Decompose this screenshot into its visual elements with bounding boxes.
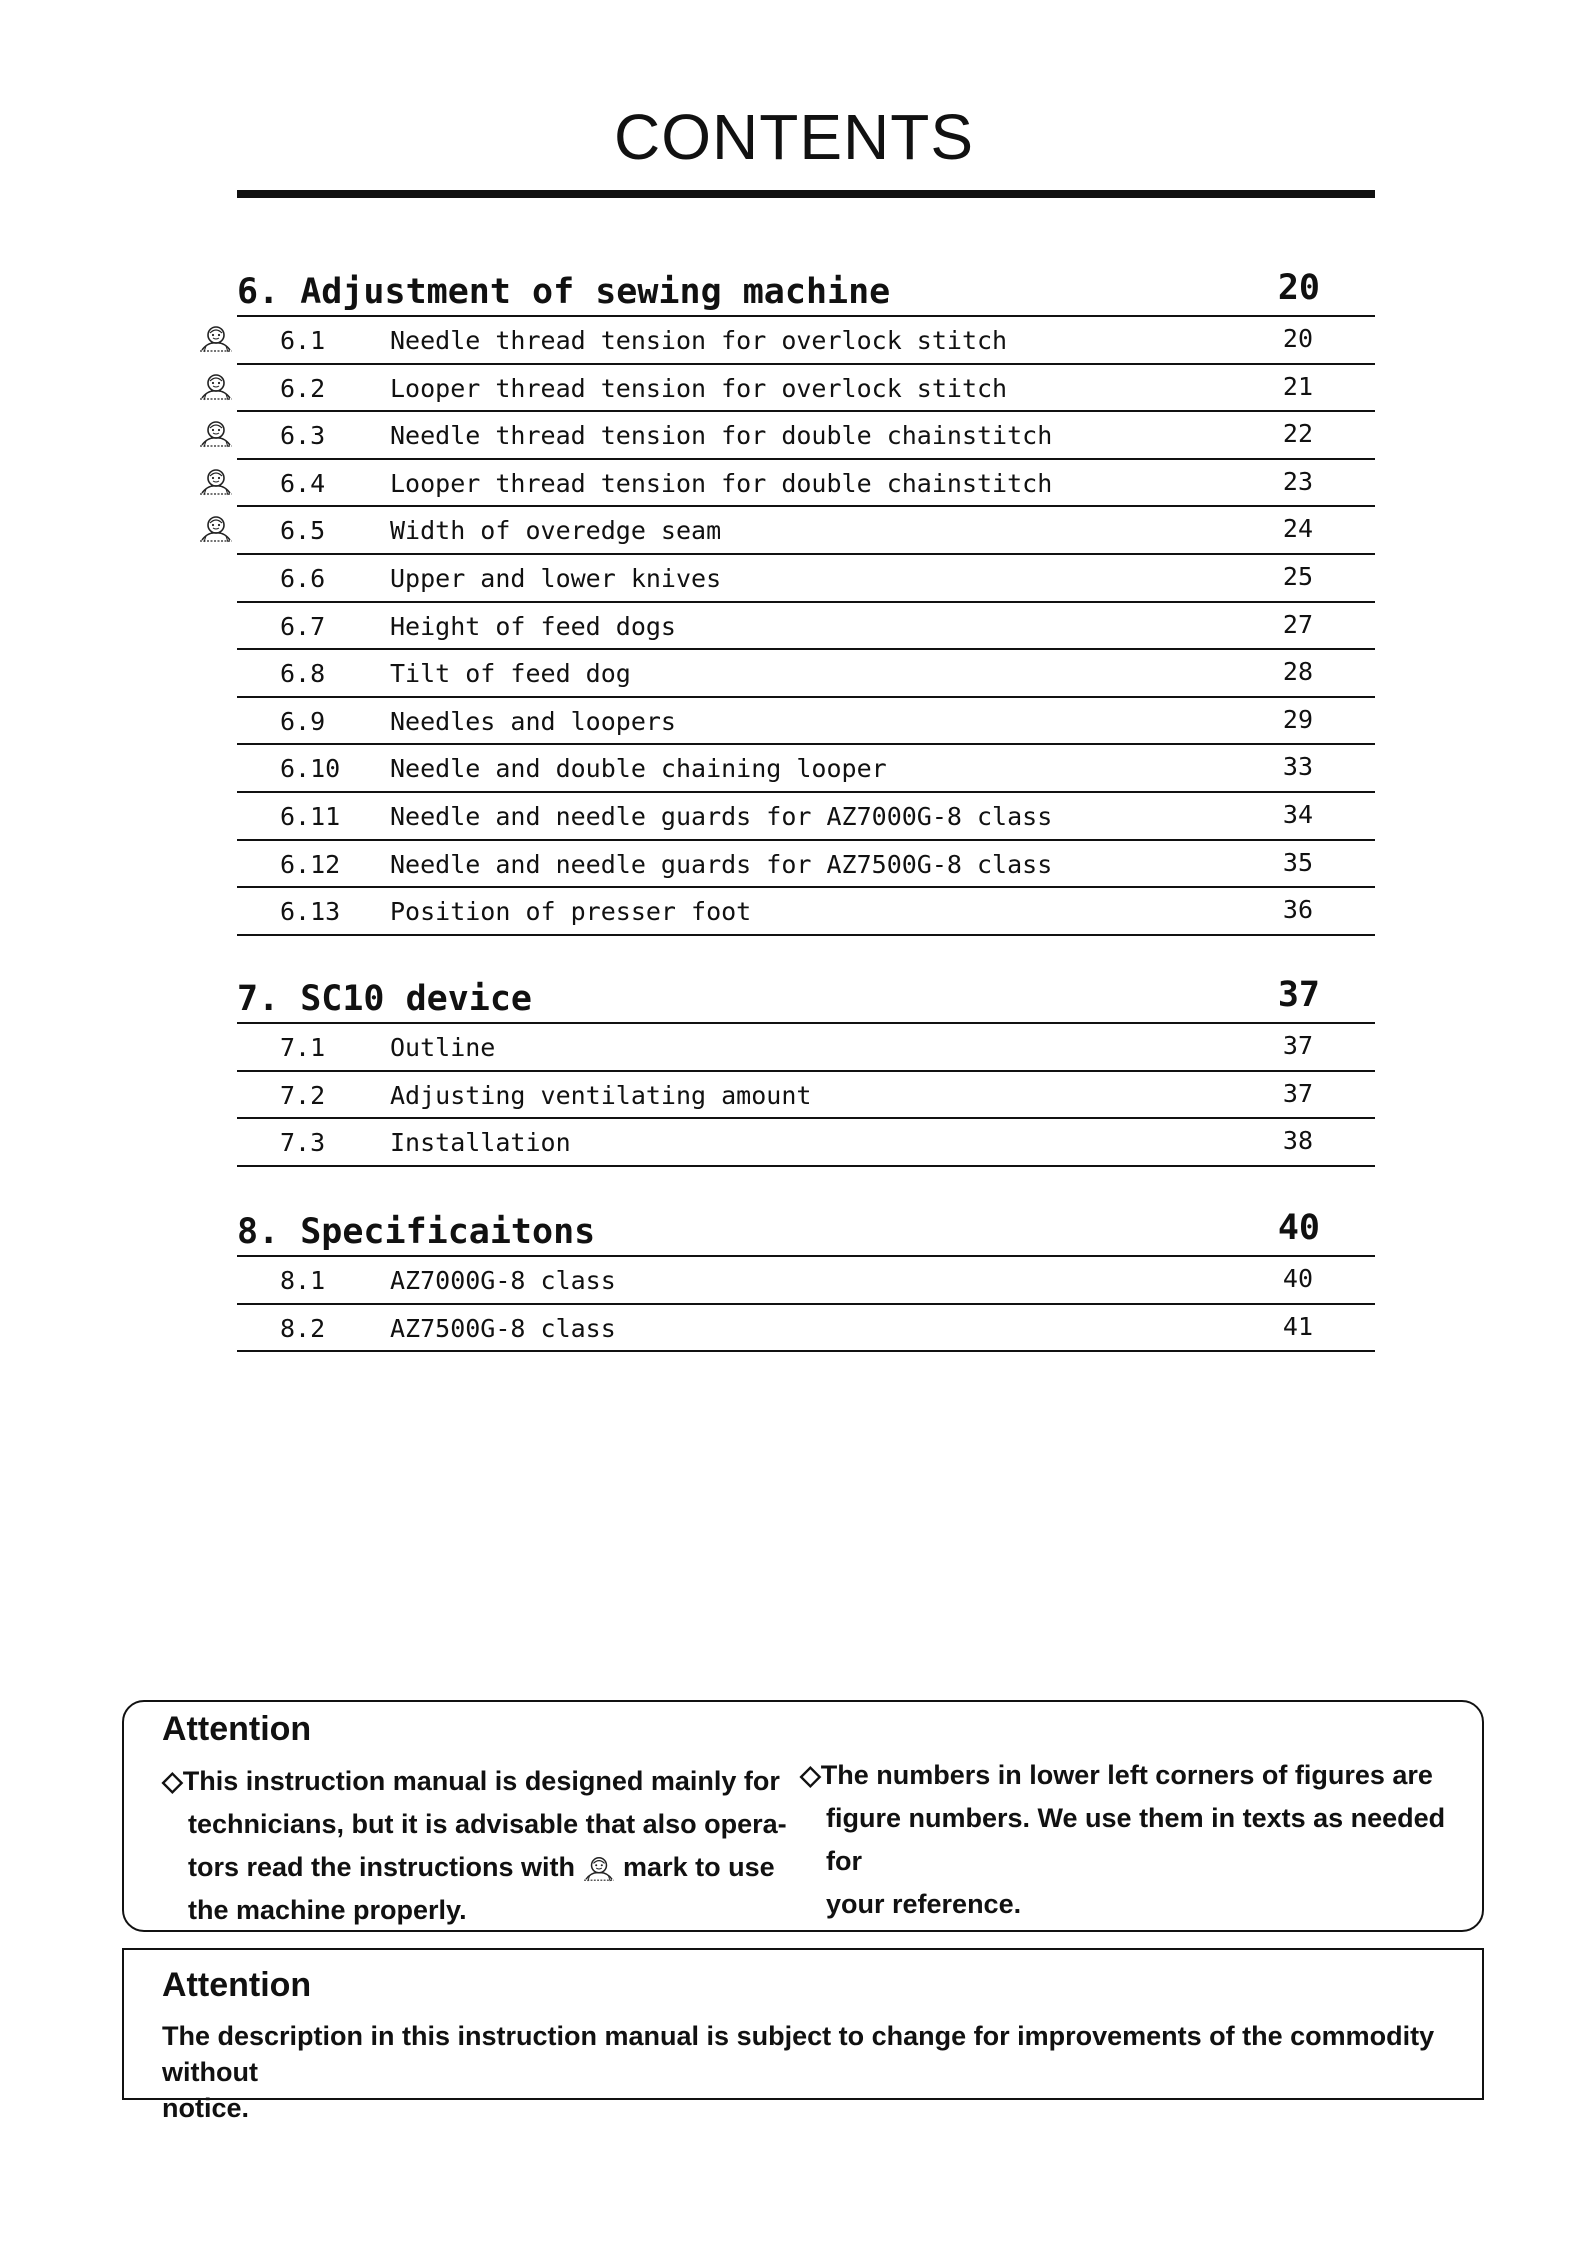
item-title: Adjusting ventilating amount (390, 1080, 812, 1110)
attention-right-text (800, 1754, 1482, 1926)
toc-row (237, 363, 1375, 412)
toc-row (237, 601, 1375, 650)
item-page-number: 22 (1282, 419, 1313, 449)
item-number: 6.12 (280, 849, 341, 879)
item-page-number: 20 (1282, 324, 1313, 353)
item-page-number: 21 (1282, 371, 1313, 401)
attention-notice-line-2: notice. (162, 2093, 250, 2123)
toc-row (237, 648, 1375, 697)
item-title: Needle and double chaining looper (390, 754, 887, 784)
section-title: 8. Specificaitons (237, 1212, 596, 1252)
toc-row (237, 458, 1375, 507)
item-page-number: 28 (1282, 657, 1313, 687)
item-number: 6.13 (280, 897, 341, 927)
item-number: 6.3 (280, 421, 326, 451)
attention-left-line-2: technicians, but it is advisable that also opera- (188, 1809, 787, 1839)
attention-left-line-3a: tors read the instructions with (188, 1852, 576, 1882)
item-number: 6.11 (280, 802, 341, 831)
section-title: 6. Adjustment of sewing machine (237, 272, 891, 312)
attention-heading: Attention (162, 1966, 312, 2004)
item-number: 8.2 (280, 1313, 326, 1343)
item-number: 7.3 (280, 1128, 326, 1158)
toc-row (237, 1303, 1375, 1352)
item-title: Tilt of feed dog (390, 659, 631, 689)
operator-mark-icon (198, 372, 234, 402)
item-title: AZ7000G-8 class (390, 1266, 616, 1295)
toc-row (237, 1255, 1375, 1304)
item-title: Position of presser foot (390, 897, 752, 927)
item-title: AZ7500G-8 class (390, 1313, 616, 1343)
item-title: Needle and needle guards for AZ7500G-8 class (390, 849, 1053, 879)
attention-right-line-2: figure numbers. We use them in texts as needed for (826, 1803, 1446, 1876)
section-title: 7. SC10 device (237, 979, 533, 1019)
toc-row (237, 315, 1375, 364)
operator-mark-icon (198, 514, 234, 544)
title-rule (237, 190, 1375, 198)
item-number: 6.2 (280, 373, 326, 403)
item-title: Looper thread tension for double chainstitch (390, 468, 1053, 498)
toc-row (237, 1070, 1375, 1119)
item-number: 7.1 (280, 1033, 326, 1062)
item-title: Outline (390, 1033, 496, 1062)
item-number: 6.1 (280, 326, 326, 355)
toc-section-heading (237, 268, 1375, 316)
item-number: 6.5 (280, 516, 326, 546)
item-page-number: 36 (1282, 895, 1313, 925)
item-number: 6.4 (280, 468, 326, 498)
item-page-number: 37 (1282, 1078, 1313, 1108)
item-title: Width of overedge seam (390, 516, 722, 546)
toc-section-heading (237, 1208, 1375, 1256)
attention-left-line-4: the machine properly. (188, 1895, 467, 1925)
item-page-number: 37 (1282, 1031, 1313, 1060)
item-title: Needle thread tension for double chainstitch (390, 421, 1053, 451)
section-closing-rule (237, 934, 1375, 936)
item-number: 8.1 (280, 1266, 326, 1295)
toc-row (237, 839, 1375, 888)
toc-row (237, 696, 1375, 745)
item-page-number: 27 (1282, 609, 1313, 639)
section-page-number: 40 (1277, 1208, 1320, 1248)
toc-row (237, 553, 1375, 602)
item-page-number: 40 (1282, 1264, 1313, 1293)
item-title: Looper thread tension for overlock stitch (390, 373, 1008, 403)
section-page-number: 20 (1277, 268, 1320, 308)
item-title: Needle and needle guards for AZ7000G-8 class (390, 802, 1053, 831)
toc-row (237, 505, 1375, 554)
toc-row (237, 886, 1375, 935)
operator-mark-icon (581, 1855, 617, 1883)
attention-box-technicians (122, 1700, 1484, 1932)
attention-heading: Attention (162, 1710, 312, 1748)
item-title: Upper and lower knives (390, 564, 722, 593)
item-page-number: 33 (1282, 752, 1313, 782)
item-page-number: 25 (1282, 562, 1313, 591)
item-number: 6.6 (280, 564, 326, 593)
item-page-number: 35 (1282, 847, 1313, 877)
item-title: Installation (390, 1128, 571, 1158)
operator-mark-icon (198, 419, 234, 449)
item-page-number: 29 (1282, 704, 1313, 734)
toc-row (237, 791, 1375, 840)
attention-notice-line-1: The description in this instruction manual is subject to change for improvements of the commodity without (162, 2021, 1435, 2087)
attention-box-notice (122, 1948, 1484, 2123)
item-number: 7.2 (280, 1080, 326, 1110)
section-page-number: 37 (1277, 975, 1320, 1015)
item-title: Needle thread tension for overlock stitch (390, 326, 1008, 355)
item-number: 6.9 (280, 706, 326, 736)
attention-left-line-1: ◇This instruction manual is designed mainly for (162, 1766, 780, 1796)
section-closing-rule (237, 1165, 1375, 1167)
toc-section-heading (237, 975, 1375, 1023)
item-title: Needles and loopers (390, 706, 676, 736)
page-title: CONTENTS (614, 101, 974, 173)
toc-row (237, 1022, 1375, 1071)
item-page-number: 23 (1282, 466, 1313, 496)
toc-row (237, 743, 1375, 792)
item-page-number: 24 (1282, 514, 1313, 544)
item-number: 6.7 (280, 611, 326, 641)
attention-right-line-1: ◇The numbers in lower left corners of figures are (800, 1760, 1433, 1790)
item-number: 6.10 (280, 754, 341, 784)
item-number: 6.8 (280, 659, 326, 689)
attention-left-line-3 (162, 1846, 787, 1889)
operator-mark-icon (198, 324, 234, 354)
operator-mark-icon (198, 467, 234, 497)
attention-left-line-3b: mark to use (623, 1852, 775, 1882)
attention-notice-text (162, 2018, 1482, 2126)
item-page-number: 34 (1282, 800, 1313, 829)
section-closing-rule (237, 1350, 1375, 1352)
attention-left-text (162, 1760, 787, 1932)
toc-row (237, 1117, 1375, 1166)
item-page-number: 38 (1282, 1126, 1313, 1156)
attention-right-line-3: your reference. (826, 1889, 1022, 1919)
item-page-number: 41 (1282, 1311, 1313, 1341)
item-title: Height of feed dogs (390, 611, 676, 641)
toc-row (237, 410, 1375, 459)
